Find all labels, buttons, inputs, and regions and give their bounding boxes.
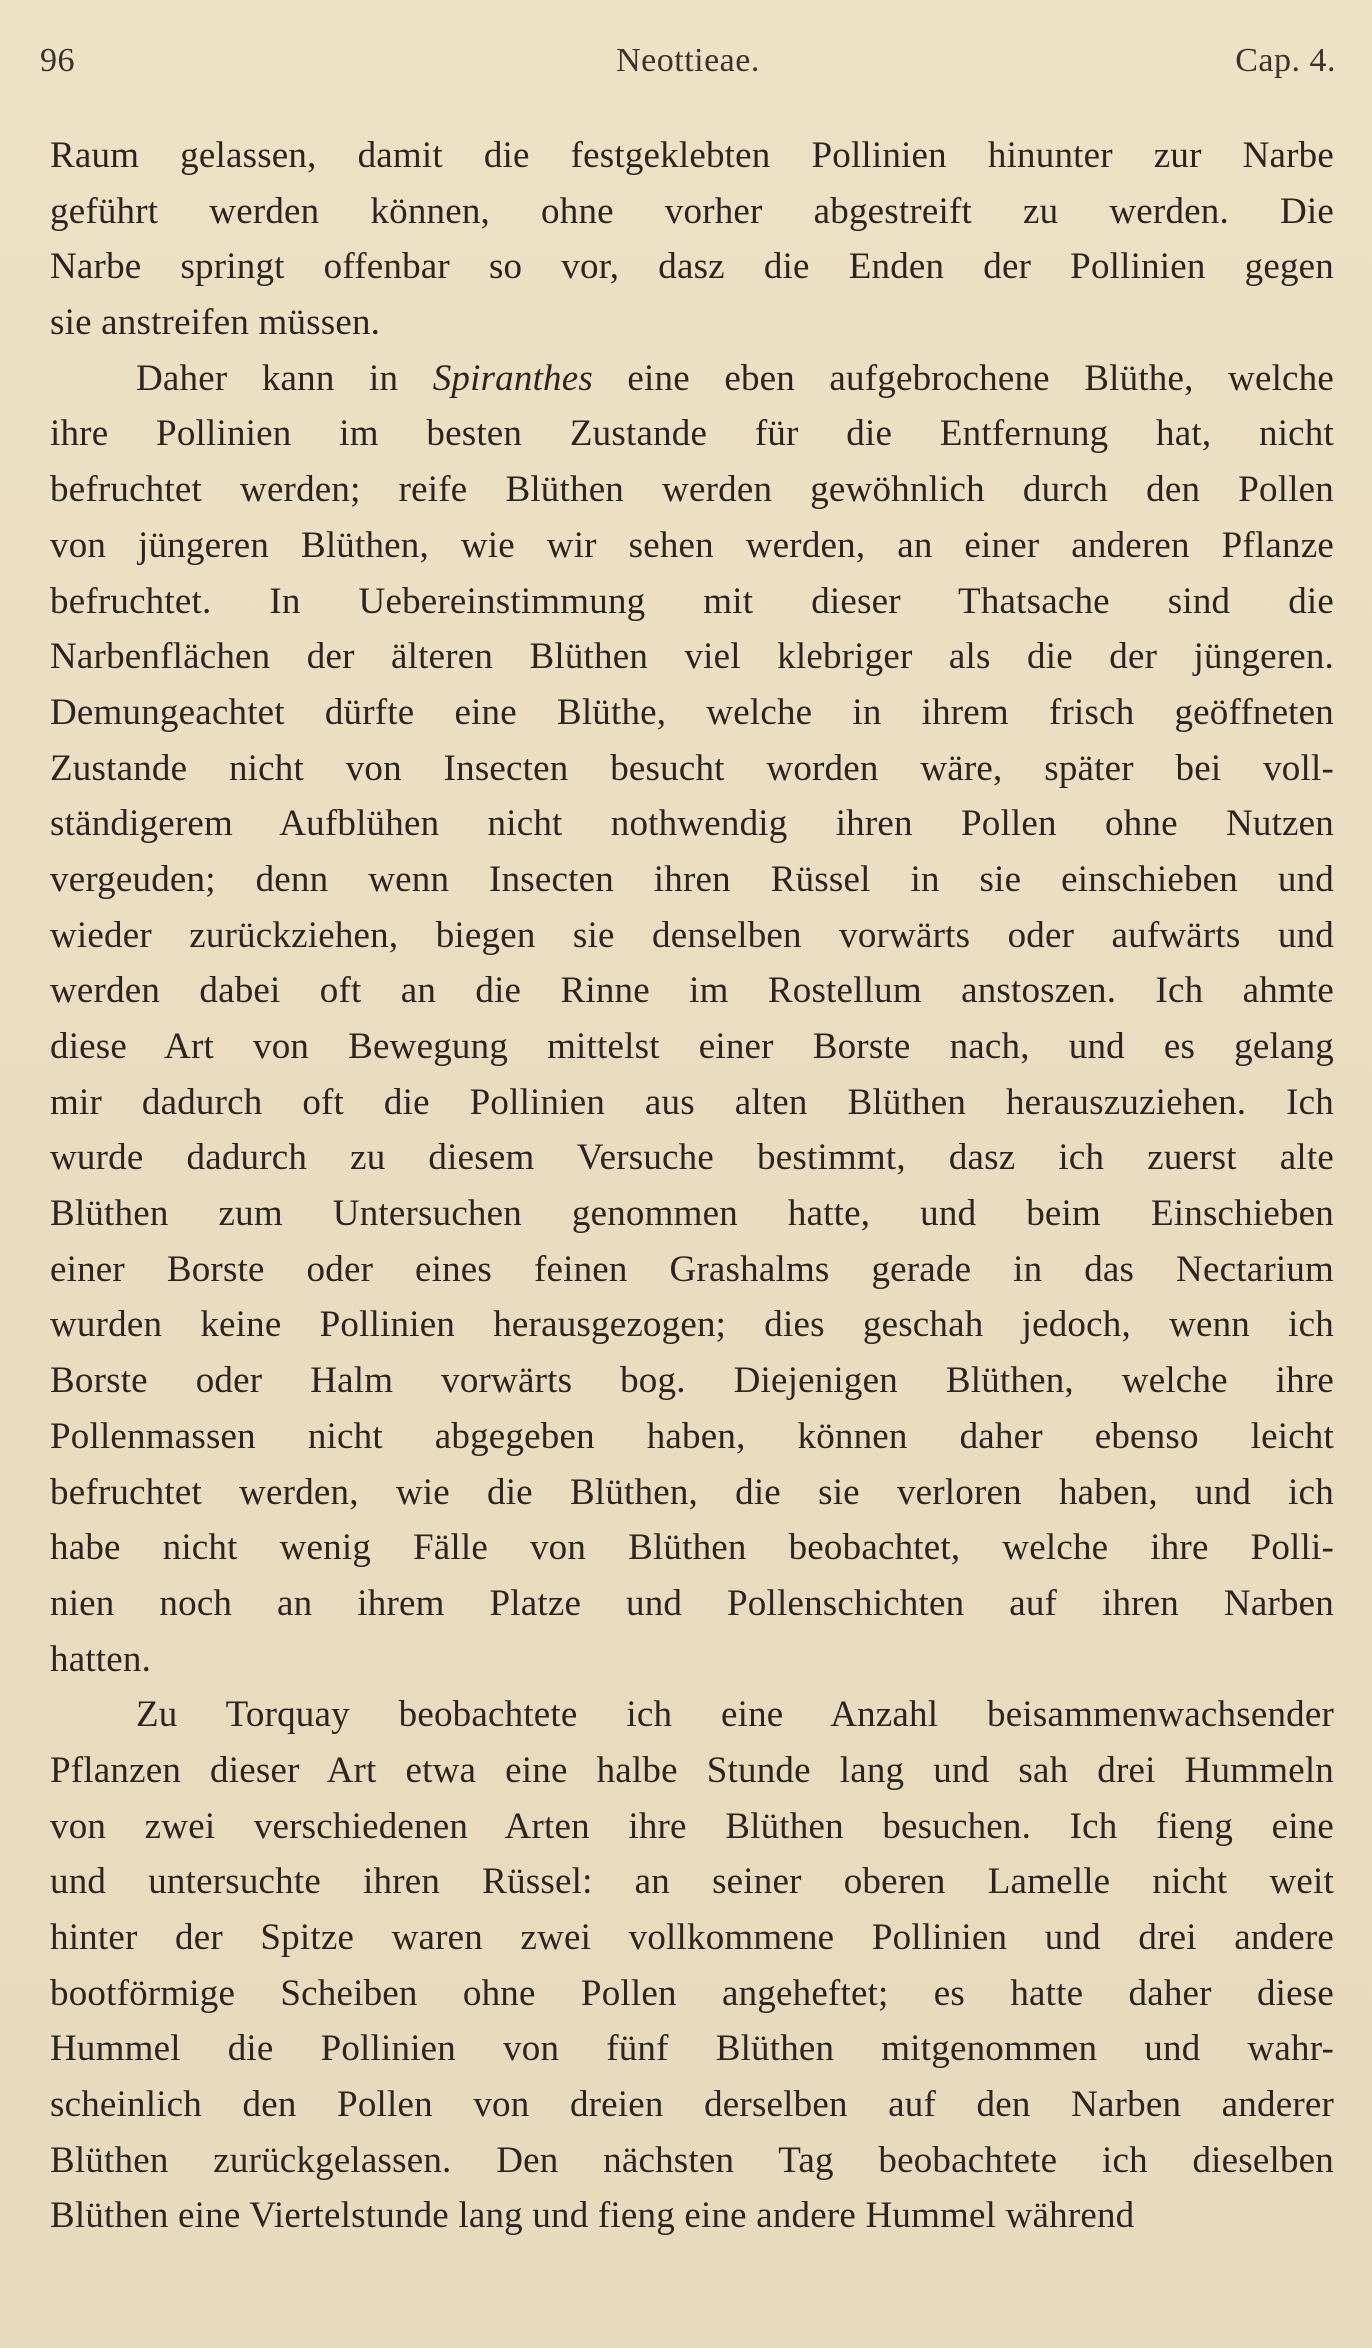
text-line bbox=[50, 406, 1334, 462]
text-line bbox=[50, 1353, 1334, 1409]
text-line bbox=[50, 1297, 1334, 1353]
text-line bbox=[50, 239, 1334, 295]
italic-term: Spiranthes bbox=[432, 357, 593, 399]
text-line bbox=[50, 184, 1334, 240]
text-run: scheinlich den Pollen von dreien derselben auf den Narben anderer bbox=[50, 2084, 1334, 2126]
text-run: Narbenflächen der älteren Blüthen viel klebriger als die der jüngeren. bbox=[50, 636, 1334, 678]
text-line bbox=[50, 1687, 1334, 1743]
text-line bbox=[50, 796, 1334, 852]
text-line bbox=[50, 2021, 1334, 2077]
text-line bbox=[50, 1799, 1334, 1855]
text-run: bootförmige Scheiben ohne Pollen angeheftet; es hatte daher diese bbox=[50, 1972, 1334, 2014]
text-run: diese Art von Bewegung mittelst einer Borste nach, und es gelang bbox=[50, 1026, 1334, 1067]
text-run: befruchtet werden, wie die Blüthen, die sie verloren haben, und ich bbox=[50, 1471, 1334, 1513]
text-line bbox=[50, 1130, 1334, 1186]
text-run: wieder zurückziehen, biegen sie denselben vorwärts oder aufwärts und bbox=[50, 914, 1334, 956]
text-run: hatten. bbox=[50, 1638, 152, 1680]
text-run: Zu Torquay beobachtete ich eine Anzahl beisammenwachsender bbox=[136, 1694, 1334, 1736]
text-line bbox=[50, 963, 1334, 1019]
running-title: Neottieae. bbox=[616, 42, 760, 79]
text-line bbox=[50, 852, 1334, 908]
text-run: nien noch an ihrem Platze und Pollenschichten auf ihren Narben bbox=[50, 1582, 1334, 1624]
text-run: Blüthen eine Viertelstunde lang und fieng eine andere Hummel während bbox=[50, 2195, 1135, 2237]
text-line bbox=[50, 908, 1334, 964]
text-run: Daher kann in bbox=[136, 357, 433, 399]
text-run: von zwei verschiedenen Arten ihre Blüthen besuchen. Ich fieng eine bbox=[50, 1805, 1334, 1847]
text-line bbox=[50, 685, 1334, 741]
text-line bbox=[50, 2188, 1334, 2244]
text-line bbox=[50, 518, 1334, 574]
text-line bbox=[50, 2077, 1334, 2133]
text-line bbox=[50, 629, 1334, 685]
text-run: geführt werden können, ohne vorher abgestreift zu werden. Die bbox=[50, 190, 1334, 232]
text-line bbox=[50, 1409, 1334, 1465]
text-line bbox=[50, 295, 1334, 351]
text-run: Pflanzen dieser Art etwa eine halbe Stunde lang und sah drei Hummeln bbox=[50, 1749, 1334, 1791]
text-line bbox=[50, 462, 1334, 518]
text-run: und untersuchte ihren Rüssel: an seiner oberen Lamelle nicht weit bbox=[50, 1861, 1334, 1903]
text-line bbox=[50, 1465, 1334, 1521]
text-run: Pollenmassen nicht abgegeben haben, können daher ebenso leicht bbox=[50, 1415, 1334, 1457]
text-run: von jüngeren Blüthen, wie wir sehen werden, an einer anderen Pflanze bbox=[50, 524, 1334, 566]
text-line bbox=[50, 1743, 1334, 1799]
text-run: ständigerem Aufblühen nicht nothwendig ihren Pollen ohne Nutzen bbox=[50, 803, 1334, 845]
page-number: 96 bbox=[40, 42, 75, 79]
text-run: Demungeachtet dürfte eine Blüthe, welche in ihrem frisch geöffneten bbox=[50, 691, 1334, 733]
text-line bbox=[50, 1019, 1334, 1075]
text-line bbox=[50, 1632, 1334, 1688]
text-run: wurden keine Pollinien herausgezogen; dies geschah jedoch, wenn ich bbox=[50, 1304, 1334, 1346]
text-line bbox=[50, 1075, 1334, 1131]
text-run: habe nicht wenig Fälle von Blüthen beobachtet, welche ihre Polli- bbox=[50, 1527, 1334, 1569]
text-line bbox=[50, 128, 1334, 184]
text-run: Zustande nicht von Insecten besucht worden wäre, später bei voll- bbox=[50, 747, 1334, 789]
chapter-label: Cap. 4. bbox=[1235, 42, 1336, 79]
text-line bbox=[50, 1186, 1334, 1242]
text-run: befruchtet werden; reife Blüthen werden gewöhnlich durch den Pollen bbox=[50, 469, 1334, 511]
text-run: Raum gelassen, damit die festgeklebten Pollinien hinunter zur Narbe bbox=[50, 135, 1334, 176]
body-text bbox=[50, 128, 1334, 2244]
text-run: eine eben aufgebrochene Blüthe, welche bbox=[592, 357, 1334, 399]
text-run: mir dadurch oft die Pollinien aus alten Blüthen herauszuziehen. Ich bbox=[50, 1081, 1334, 1123]
text-line bbox=[50, 741, 1334, 797]
text-run: Narbe springt offenbar so vor, dasz die Enden der Pollinien gegen bbox=[50, 246, 1334, 288]
text-run: Hummel die Pollinien von fünf Blüthen mitgenommen und wahr- bbox=[50, 2028, 1334, 2070]
text-run: werden dabei oft an die Rinne im Rostellum anstoszen. Ich ahmte bbox=[50, 970, 1334, 1012]
text-run: Blüthen zurückgelassen. Den nächsten Tag beobachtete ich dieselben bbox=[50, 2139, 1334, 2181]
text-run: vergeuden; denn wenn Insecten ihren Rüssel in sie einschieben und bbox=[50, 858, 1334, 900]
text-line bbox=[50, 1242, 1334, 1298]
text-run: befruchtet. In Uebereinstimmung mit dieser Thatsache sind die bbox=[50, 580, 1334, 622]
text-line bbox=[50, 2133, 1334, 2189]
text-line bbox=[50, 1520, 1334, 1576]
text-run: wurde dadurch zu diesem Versuche bestimmt, dasz ich zuerst alte bbox=[50, 1137, 1334, 1179]
text-line bbox=[50, 1854, 1334, 1910]
text-run: einer Borste oder eines feinen Grashalms gerade in das Nectarium bbox=[50, 1248, 1334, 1290]
text-line bbox=[50, 574, 1334, 630]
text-line bbox=[50, 1910, 1334, 1966]
text-run: Blüthen zum Untersuchen genommen hatte, und beim Einschieben bbox=[50, 1193, 1334, 1235]
text-line bbox=[50, 1576, 1334, 1632]
text-line bbox=[50, 1966, 1334, 2022]
text-run: Borste oder Halm vorwärts bog. Diejenigen Blüthen, welche ihre bbox=[50, 1360, 1334, 1402]
text-run: ihre Pollinien im besten Zustande für die Entfernung hat, nicht bbox=[50, 413, 1334, 455]
text-run: hinter der Spitze waren zwei vollkommene Pollinien und drei andere bbox=[50, 1917, 1334, 1958]
running-header bbox=[40, 42, 1336, 92]
text-run: sie anstreifen müssen. bbox=[50, 302, 381, 344]
text-line bbox=[50, 351, 1334, 407]
